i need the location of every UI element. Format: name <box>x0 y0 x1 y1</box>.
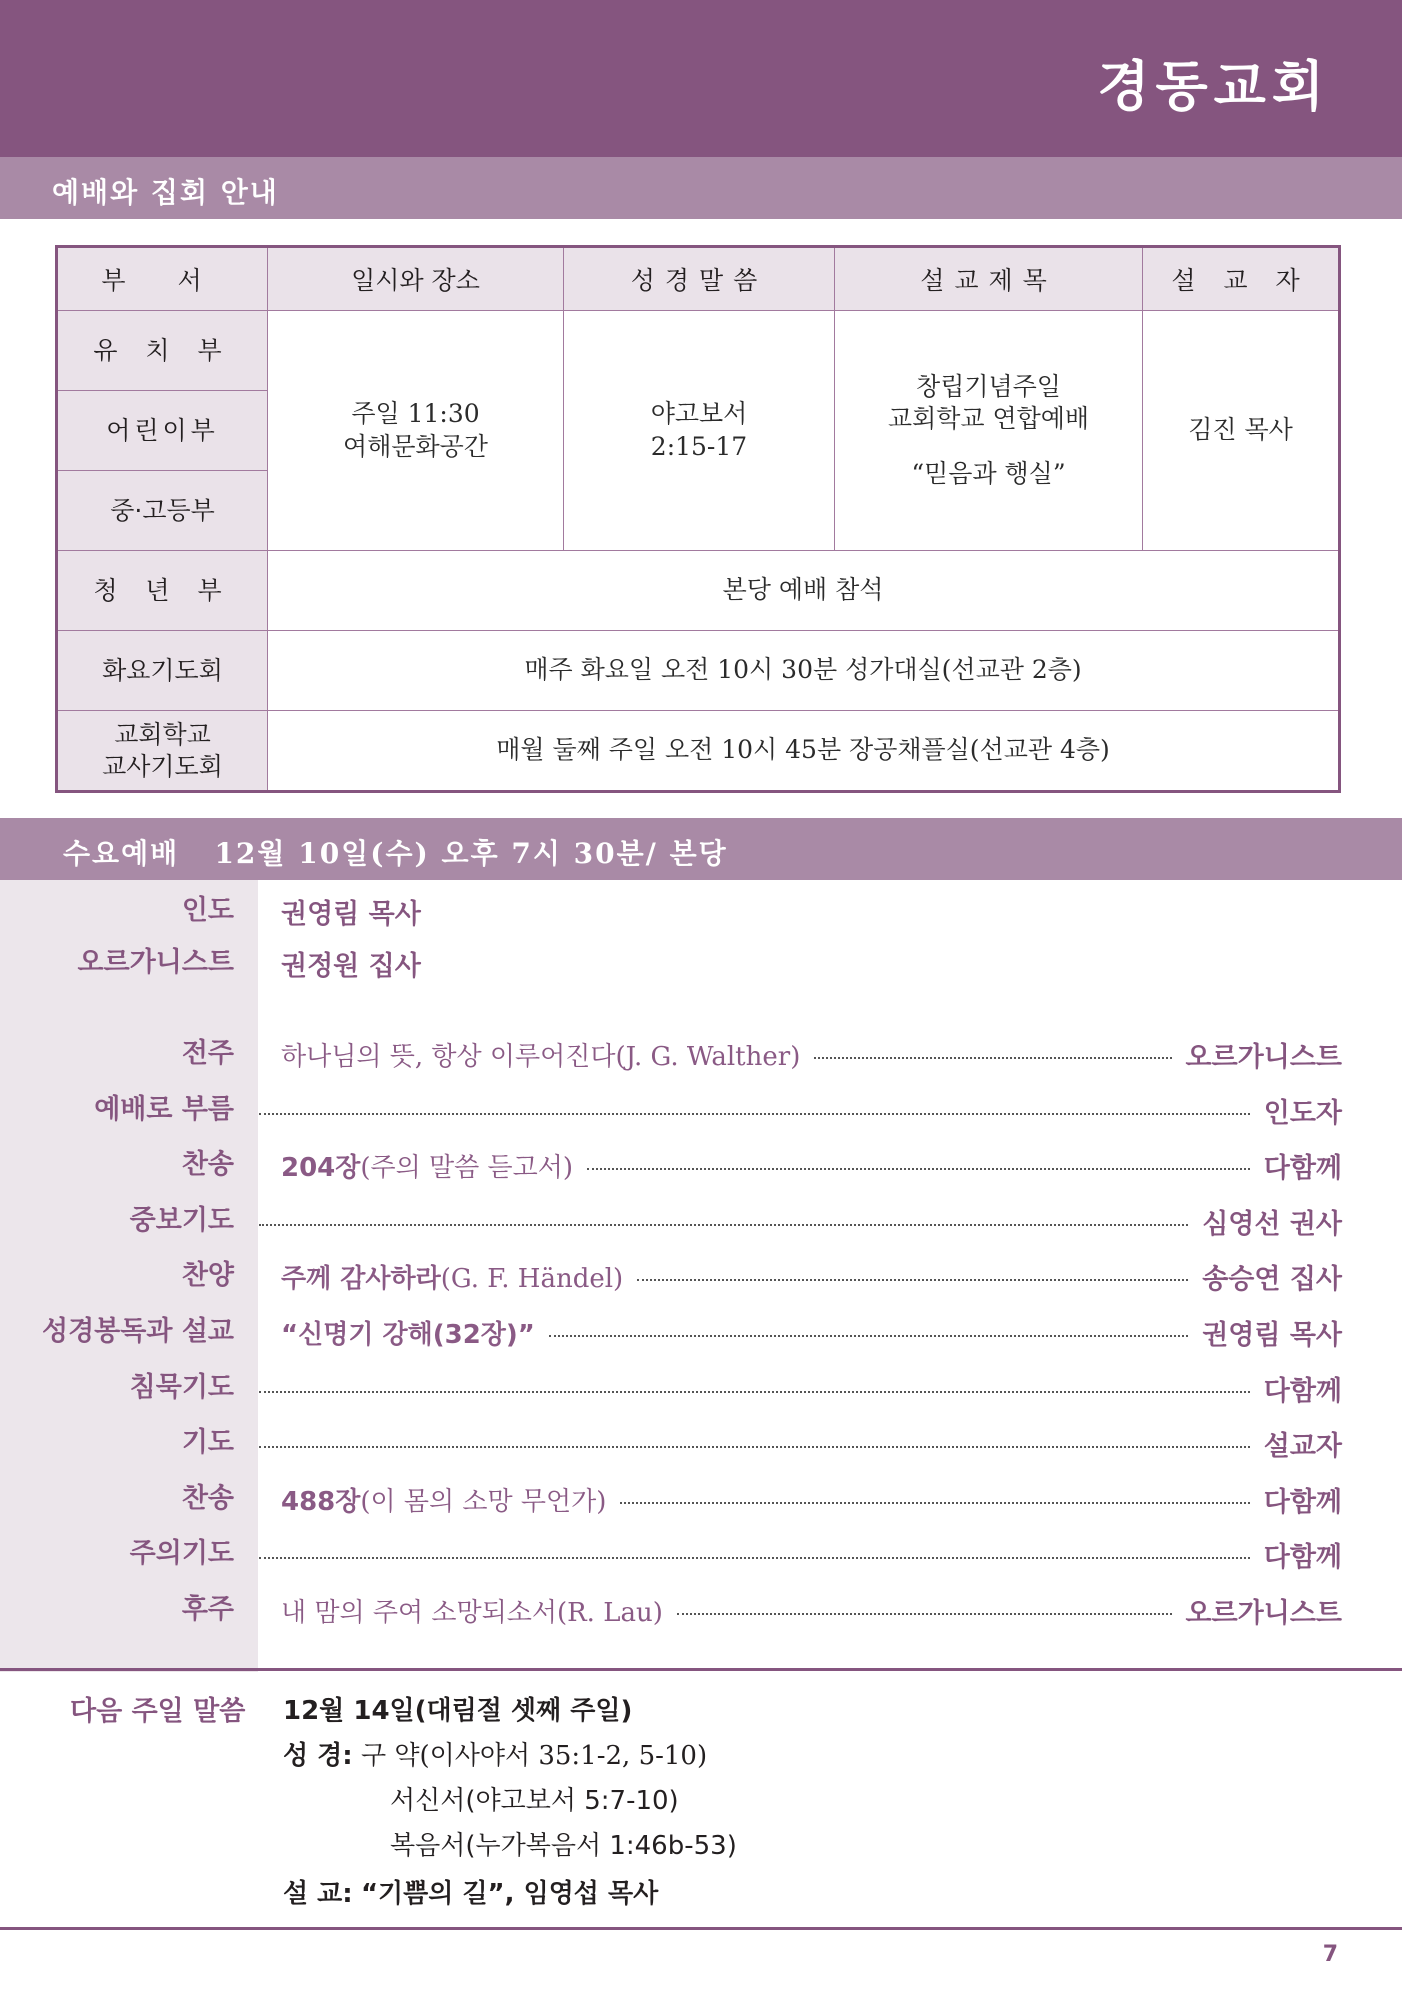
order-item-title-text: (이 몸의 소망 무언가) <box>360 1486 607 1517</box>
dept-children: 어린이부 <box>57 391 268 471</box>
section-header-gatherings <box>0 157 1402 219</box>
order-item-performer: 송승연 집사 <box>1202 1263 1342 1295</box>
table-row <box>57 711 1340 792</box>
order-item-label: 성경봉독과 설교 <box>42 1316 234 1347</box>
order-item-title <box>281 1592 663 1629</box>
order-item-title-text: 내 맘의 주여 소망되소서(R. Lau) <box>281 1597 663 1628</box>
sermon-info: “기쁨의 길”, 임영섭 목사 <box>360 1879 659 1909</box>
order-item-content <box>281 1590 1342 1630</box>
joint-sermon-title <box>835 311 1143 551</box>
order-item-label: 침묵기도 <box>129 1372 234 1403</box>
order-item-label: 중보기도 <box>129 1205 234 1236</box>
order-item <box>0 1034 1402 1074</box>
order-item-label: 전주 <box>181 1038 234 1069</box>
header-department: 부 서 <box>57 247 268 311</box>
bottom-divider <box>0 1927 1402 1930</box>
dept-kindergarten: 유 치 부 <box>57 311 268 391</box>
order-item-performer: 인도자 <box>1263 1097 1342 1129</box>
leader-dots <box>549 1335 1188 1337</box>
tuesday-prayer-info: 매주 화요일 오전 10시 30분 성가대실(선교관 2층) <box>268 631 1340 711</box>
table-row <box>57 311 1340 391</box>
order-item-title-text: 하나님의 뜻, 항상 이루어진다(J. G. Walther) <box>281 1041 801 1072</box>
leader-dots <box>814 1057 1171 1059</box>
leader-dots <box>259 1557 1250 1559</box>
order-item-content <box>281 1034 1342 1074</box>
order-item-title <box>281 1481 606 1518</box>
order-item-content <box>281 1256 1342 1296</box>
order-item-label: 기도 <box>181 1427 234 1458</box>
leader-dots <box>587 1168 1250 1170</box>
order-item-performer: 다함께 <box>1263 1541 1342 1573</box>
order-item-title-text: (G. F. Händel) <box>440 1263 624 1294</box>
order-item-performer: 권영림 목사 <box>1202 1319 1342 1351</box>
page-number: 7 <box>1322 1942 1338 1967</box>
dept-teachers-line-1: 교회학교 <box>114 720 211 750</box>
church-logo: 경동교회 <box>1097 55 1330 118</box>
leader-dots <box>259 1113 1250 1115</box>
title-line-3: “믿음과 행실” <box>911 458 1066 488</box>
order-item-performer: 다함께 <box>1263 1375 1342 1407</box>
order-item <box>0 1423 1402 1463</box>
joint-place: 여해문화공간 <box>343 431 488 461</box>
ot-reading: (이사야서 35:1-2, 5-10) <box>419 1741 708 1771</box>
scripture-verse: 2:15-17 <box>650 431 748 461</box>
joint-preacher: 김진 목사 <box>1143 311 1340 551</box>
order-item-content <box>259 1534 1342 1574</box>
scripture-label: 성 경: <box>283 1741 353 1771</box>
dept-teachers-prayer <box>57 711 268 792</box>
joint-scripture <box>564 311 835 551</box>
order-item <box>0 1479 1402 1519</box>
order-item-performer: 다함께 <box>1263 1486 1342 1518</box>
wednesday-time: 12월 10일(수) 오후 7시 30분/ 본당 <box>214 837 728 870</box>
organist-label: 오르가니스트 <box>77 947 234 978</box>
order-item-label: 찬양 <box>181 1260 234 1291</box>
order-item-label: 예배로 부름 <box>94 1094 234 1125</box>
order-item <box>0 1145 1402 1185</box>
header-preacher: 설 교 자 <box>1143 247 1340 311</box>
joint-time: 주일 11:30 <box>351 399 480 428</box>
wednesday-heading <box>63 832 728 872</box>
scripture-book: 야고보서 <box>650 399 748 428</box>
order-item-performer: 심영선 권사 <box>1202 1208 1342 1240</box>
order-item-content <box>281 1479 1342 1519</box>
leader-row <box>0 891 1402 931</box>
section-header-wednesday <box>0 818 1402 880</box>
leader-label: 인도 <box>181 895 234 926</box>
title-line-1: 창립기념주일 <box>916 371 1061 401</box>
order-item <box>0 1201 1402 1241</box>
gospel-reading: 복음서(누가복음서 1:46b-53) <box>390 1831 737 1861</box>
top-banner <box>0 0 1402 157</box>
divider <box>0 1668 1402 1671</box>
order-item <box>0 1312 1402 1352</box>
order-item-content <box>259 1423 1342 1463</box>
order-item-content <box>281 1145 1342 1185</box>
order-item-label: 찬송 <box>181 1483 234 1514</box>
next-week-sermon <box>283 1873 658 1910</box>
organist-row <box>0 943 1402 983</box>
young-adults-info: 본당 예배 참석 <box>268 551 1340 631</box>
order-item-title <box>281 1147 573 1184</box>
dept-young-adults: 청 년 부 <box>57 551 268 631</box>
leader-dots <box>259 1224 1188 1226</box>
order-item-performer: 오르가니스트 <box>1185 1597 1342 1629</box>
teachers-prayer-info: 매월 둘째 주일 오전 10시 45분 장공채플실(선교관 4층) <box>268 711 1340 792</box>
order-item-performer: 설교자 <box>1263 1430 1342 1462</box>
leader-dots <box>637 1279 1188 1281</box>
order-item-title-bold: “신명기 강해(32장)” <box>281 1319 535 1350</box>
leader-dots <box>259 1391 1250 1393</box>
order-item <box>0 1090 1402 1130</box>
schedule-table <box>55 245 1341 793</box>
table-header-row <box>57 247 1340 311</box>
epistle-reading: 서신서(야고보서 5:7-10) <box>390 1786 679 1816</box>
order-item-performer: 오르가니스트 <box>1185 1041 1342 1073</box>
order-item-title <box>281 1258 623 1295</box>
order-item-content <box>259 1201 1342 1241</box>
order-item-title-bold: 주께 감사하라 <box>281 1263 441 1294</box>
order-item-label: 후주 <box>181 1594 234 1625</box>
order-item-label: 주의기도 <box>129 1538 234 1569</box>
table-row <box>57 631 1340 711</box>
order-item <box>0 1590 1402 1630</box>
leader-dots <box>259 1446 1250 1448</box>
leader-dots <box>620 1502 1249 1504</box>
order-item-title <box>281 1314 535 1351</box>
organist-name: 권정원 집사 <box>281 950 421 982</box>
order-item-content <box>259 1368 1342 1408</box>
order-item-content <box>281 1312 1342 1352</box>
order-item-title <box>281 1036 800 1073</box>
dept-tuesday-prayer: 화요기도회 <box>57 631 268 711</box>
order-item-title-text: (주의 말씀 듣고서) <box>360 1152 574 1183</box>
next-week-scripture <box>283 1735 707 1772</box>
leader-name: 권영림 목사 <box>281 898 421 930</box>
header-time-place: 일시와 장소 <box>268 247 564 311</box>
sermon-label: 설 교: <box>283 1879 353 1909</box>
leader-dots <box>677 1613 1172 1615</box>
order-item-title-bold: 488장 <box>281 1486 361 1517</box>
title-line-2: 교회학교 연합예배 <box>887 404 1090 434</box>
organist-content <box>281 943 1342 983</box>
order-item <box>0 1256 1402 1296</box>
order-item-performer: 다함께 <box>1263 1152 1342 1184</box>
header-sermon-title: 설교제목 <box>835 247 1143 311</box>
next-week-label: 다음 주일 말씀 <box>70 1696 246 1727</box>
joint-time-place <box>268 311 564 551</box>
order-item-label: 찬송 <box>181 1149 234 1180</box>
order-item-title-bold: 204장 <box>281 1152 361 1183</box>
order-item <box>0 1368 1402 1408</box>
wednesday-title: 수요예배 <box>63 837 180 870</box>
ot-label: 구 약 <box>360 1741 420 1771</box>
section-title: 예배와 집회 안내 <box>52 176 279 209</box>
next-week-date: 12월 14일(대림절 셋째 주일) <box>283 1696 633 1726</box>
table-row <box>57 551 1340 631</box>
header-scripture: 성경말씀 <box>564 247 835 311</box>
order-item-content <box>259 1090 1342 1130</box>
dept-teachers-line-2: 교사기도회 <box>102 751 223 781</box>
order-item <box>0 1534 1402 1574</box>
leader-content <box>281 891 1342 931</box>
dept-youth-school: 중·고등부 <box>57 471 268 551</box>
